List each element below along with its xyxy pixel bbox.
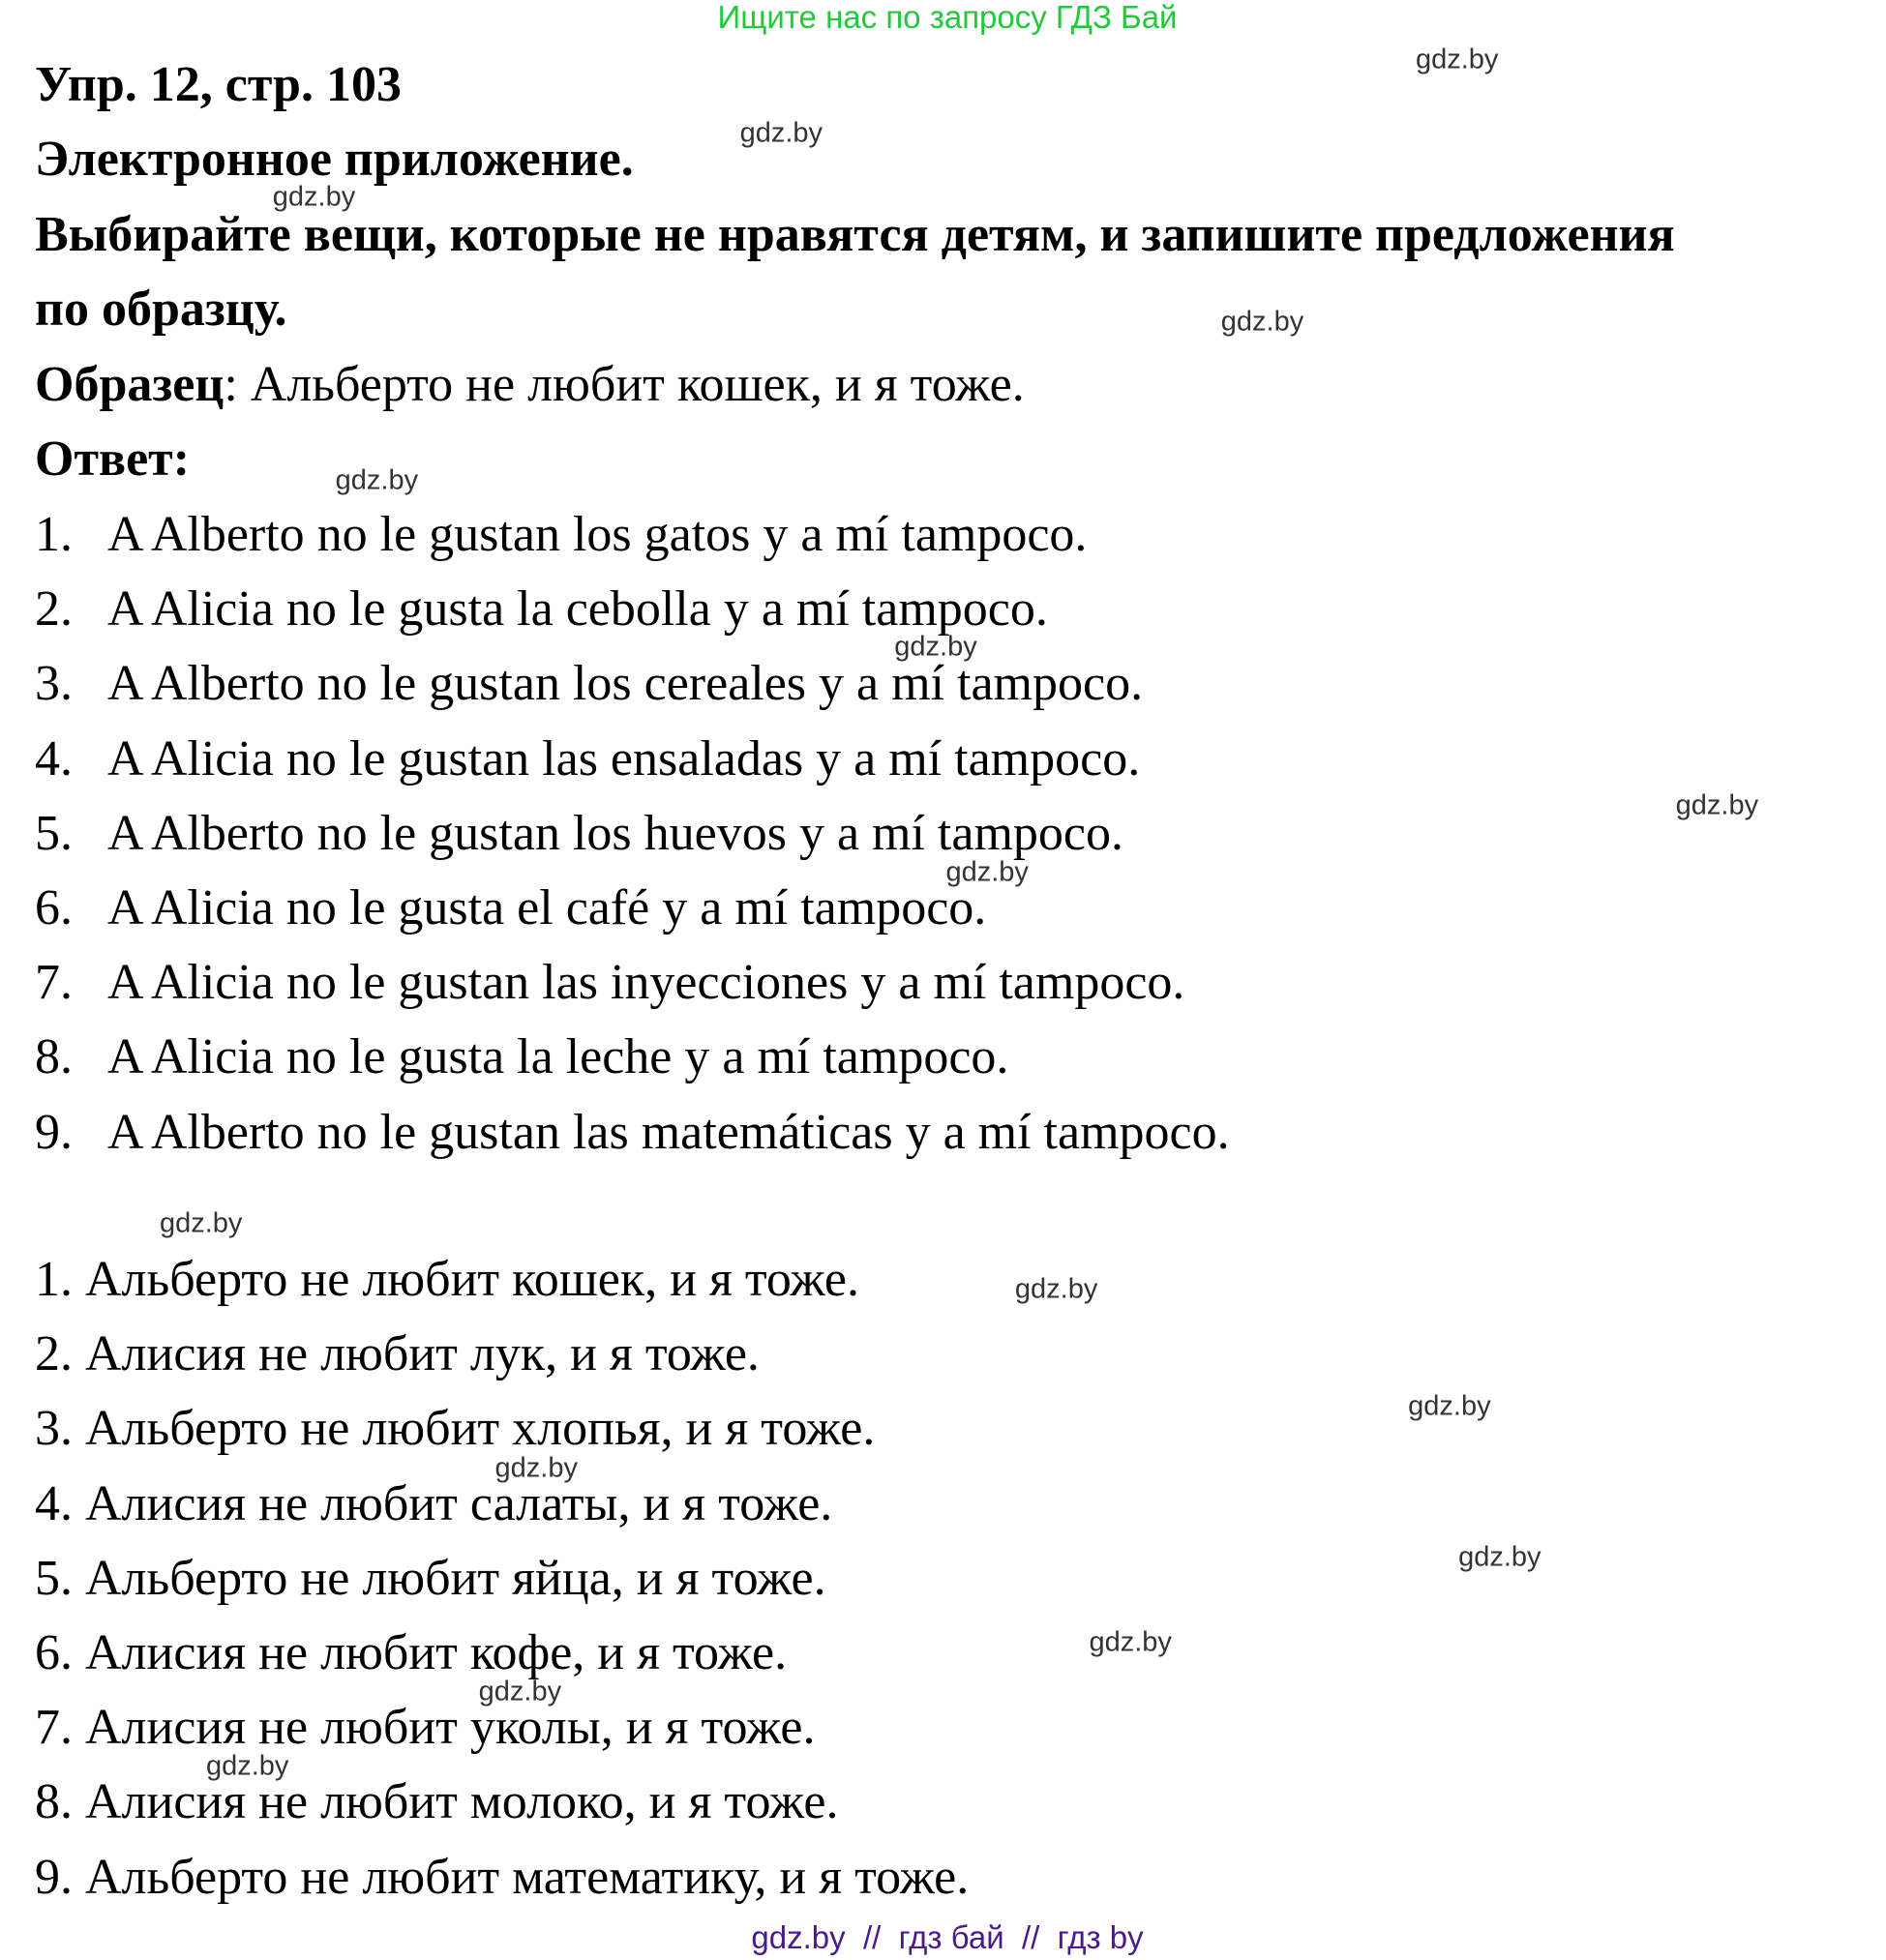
watermark: gdz.by bbox=[205, 1750, 289, 1782]
russian-item: 9. Альберто не любит математику, и я тоже. bbox=[35, 1849, 970, 1905]
item-number: 2. bbox=[35, 581, 73, 638]
footer-links: gdz.by // гдз бай // гдз by bbox=[751, 1919, 1144, 1955]
watermark: gdz.by bbox=[1014, 1273, 1098, 1305]
item-text: A Alicia no le gusta la cebolla y a mí tampoco. bbox=[107, 581, 1048, 638]
spanish-item bbox=[35, 1028, 1008, 1086]
page-title: Упр. 12, стр. 103 bbox=[35, 57, 402, 112]
spanish-item bbox=[35, 879, 986, 937]
item-number: 6. bbox=[35, 880, 73, 935]
watermark: gdz.by bbox=[478, 1676, 562, 1708]
spanish-item bbox=[35, 805, 1123, 863]
sample-label: Образец bbox=[35, 357, 225, 412]
watermark: gdz.by bbox=[1415, 44, 1499, 75]
watermark: gdz.by bbox=[1220, 306, 1304, 338]
answer-label: Ответ: bbox=[35, 431, 191, 487]
russian-item: 8. Алисия не любит молоко, и я тоже. bbox=[35, 1774, 839, 1830]
watermark: gdz.by bbox=[945, 856, 1029, 888]
russian-item: 7. Алисия не любит уколы, и я тоже. bbox=[35, 1700, 816, 1756]
russian-item: 4. Алисия не любит салаты, и я тоже. bbox=[35, 1475, 833, 1531]
header-banner: Ищите нас по запросу ГДЗ Бай bbox=[717, 0, 1178, 35]
item-text: A Alicia no le gusta el café y a mí tampoco. bbox=[107, 880, 987, 935]
russian-item: 6. Алисия не любит кофе, и я тоже. bbox=[35, 1625, 788, 1680]
spanish-item bbox=[35, 580, 1048, 638]
task-line-2: по образцу. bbox=[35, 282, 287, 337]
item-number: 4. bbox=[35, 730, 73, 787]
russian-item: 2. Алисия не любит лук, и я тоже. bbox=[35, 1326, 760, 1382]
russian-item: 1. Альберто не любит кошек, и я тоже. bbox=[35, 1252, 859, 1307]
watermark: gdz.by bbox=[494, 1452, 578, 1484]
item-text: A Alberto no le gustan los cereales y a mí tampoco. bbox=[107, 656, 1144, 712]
russian-item: 5. Альберто не любит яйца, и я тоже. bbox=[35, 1550, 826, 1606]
item-text: A Alberto no le gustan los huevos y a mí tampoco. bbox=[107, 805, 1123, 861]
item-number: 8. bbox=[35, 1029, 73, 1085]
watermark: gdz.by bbox=[1089, 1626, 1172, 1658]
subtitle: Электронное приложение. bbox=[35, 132, 634, 187]
item-text: A Alicia no le gustan las inyecciones y a mí tampoco. bbox=[107, 955, 1185, 1011]
watermark: gdz.by bbox=[272, 181, 356, 213]
item-text: A Alberto no le gustan las matemáticas y a mí tampoco. bbox=[107, 1104, 1230, 1160]
watermark: gdz.by bbox=[739, 117, 823, 149]
watermark: gdz.by bbox=[159, 1207, 243, 1239]
sample-text: : Альберто не любит кошек, и я тоже. bbox=[224, 357, 1025, 412]
spanish-item bbox=[35, 1104, 1230, 1162]
item-number: 3. bbox=[35, 656, 73, 712]
spanish-item bbox=[35, 655, 1143, 713]
watermark: gdz.by bbox=[894, 631, 977, 663]
item-text: A Alicia no le gusta la leche y a mí tampoco. bbox=[107, 1029, 1009, 1085]
item-number: 7. bbox=[35, 955, 73, 1011]
spanish-item bbox=[35, 506, 1087, 564]
watermark: gdz.by bbox=[1675, 789, 1759, 821]
spanish-item bbox=[35, 954, 1184, 1012]
watermark: gdz.by bbox=[335, 464, 419, 496]
item-text: A Alberto no le gustan los gatos y a mí tampoco. bbox=[107, 507, 1088, 562]
watermark: gdz.by bbox=[1408, 1390, 1491, 1421]
task-line-1: Выбирайте вещи, которые не нравятся детям, и запишите предложения bbox=[35, 207, 1675, 262]
item-number: 9. bbox=[35, 1104, 73, 1160]
watermark: gdz.by bbox=[1458, 1541, 1542, 1573]
item-text: A Alicia no le gustan las ensaladas y a mí tampoco. bbox=[107, 730, 1141, 787]
sample-line bbox=[35, 356, 1025, 414]
item-number: 1. bbox=[35, 507, 73, 562]
item-number: 5. bbox=[35, 805, 73, 861]
russian-item: 3. Альберто не любит хлопья, и я тоже. bbox=[35, 1401, 876, 1457]
spanish-item bbox=[35, 730, 1140, 788]
